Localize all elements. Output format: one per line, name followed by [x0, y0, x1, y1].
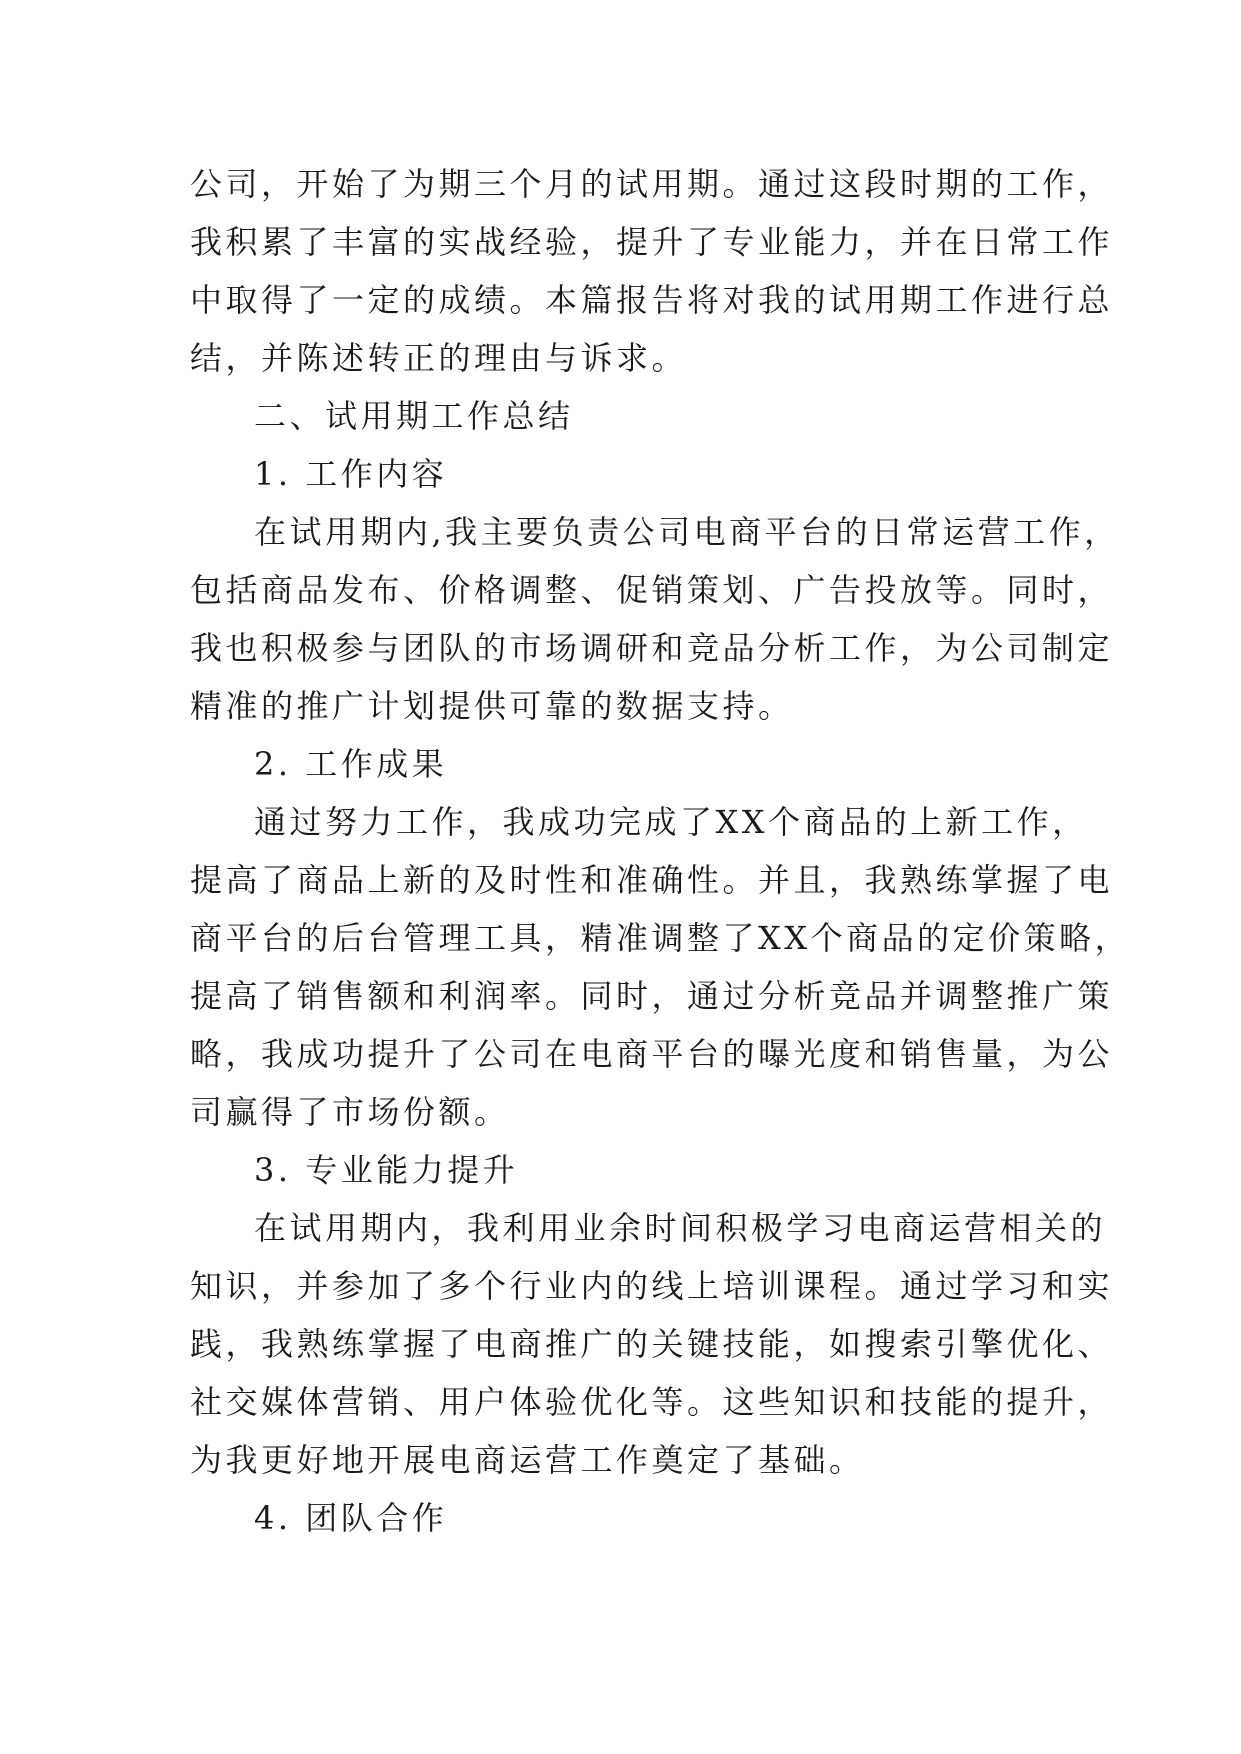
work-results-paragraph-line: 商平台的后台管理工具，精准调整了XX个商品的定价策略，	[190, 919, 1131, 957]
skill-improvement-paragraph-line: 知识，并参加了多个行业内的线上培训课程。通过学习和实	[190, 1267, 1114, 1305]
intro-paragraph-line: 公司，开始了为期三个月的试用期。通过这段时期的工作，	[190, 165, 1114, 203]
subheading-work-content-line: 1. 工作内容	[254, 455, 448, 493]
subheading-work-results-line: 2. 工作成果	[254, 745, 448, 783]
subheading-work-content	[190, 445, 1070, 503]
work-results-paragraph-line: 提高了商品上新的及时性和准确性。并且，我熟练掌握了电	[190, 861, 1114, 899]
work-content-paragraph-line: 精准的推广计划提供可靠的数据支持。	[190, 687, 794, 725]
subheading-work-results	[190, 735, 1070, 793]
skill-improvement-paragraph-line: 践，我熟练掌握了电商推广的关键技能，如搜索引擎优化、	[190, 1325, 1114, 1363]
subheading-skill-improvement	[190, 1141, 1070, 1199]
skill-improvement-paragraph-line: 在试用期内，我利用业余时间积极学习电商运营相关的	[254, 1209, 1107, 1247]
intro-paragraph	[190, 155, 1114, 387]
document-body	[190, 155, 1131, 1547]
work-results-paragraph	[190, 793, 1131, 1141]
work-results-paragraph-line: 通过努力工作，我成功完成了XX个商品的上新工作，	[254, 803, 1088, 841]
section-heading	[190, 387, 1070, 445]
skill-improvement-paragraph	[190, 1199, 1114, 1489]
work-content-paragraph-line: 包括商品发布、价格调整、促销策划、广告投放等。同时，	[190, 571, 1114, 609]
section-heading-line: 二、试用期工作总结	[254, 397, 574, 435]
work-results-paragraph-line: 略，我成功提升了公司在电商平台的曝光度和销售量，为公	[190, 1035, 1114, 1073]
work-content-paragraph	[190, 503, 1120, 735]
subheading-skill-improvement-line: 3. 专业能力提升	[254, 1151, 519, 1189]
intro-paragraph-line: 结，并陈述转正的理由与诉求。	[190, 339, 688, 377]
intro-paragraph-line: 我积累了丰富的实战经验，提升了专业能力，并在日常工作	[190, 223, 1114, 261]
work-results-paragraph-line: 司赢得了市场份额。	[190, 1093, 510, 1131]
work-content-paragraph-line: 我也积极参与团队的市场调研和竞品分析工作，为公司制定	[190, 629, 1114, 667]
skill-improvement-paragraph-line: 为我更好地开展电商运营工作奠定了基础。	[190, 1441, 865, 1479]
skill-improvement-paragraph-line: 社交媒体营销、用户体验优化等。这些知识和技能的提升，	[190, 1383, 1114, 1421]
work-results-paragraph-line: 提高了销售额和利润率。同时，通过分析竞品并调整推广策	[190, 977, 1114, 1015]
work-content-paragraph-line: 在试用期内,我主要负责公司电商平台的日常运营工作，	[254, 513, 1120, 551]
subheading-teamwork-line: 4. 团队合作	[254, 1499, 448, 1537]
intro-paragraph-line: 中取得了一定的成绩。本篇报告将对我的试用期工作进行总	[190, 281, 1114, 319]
subheading-teamwork	[190, 1489, 1070, 1547]
